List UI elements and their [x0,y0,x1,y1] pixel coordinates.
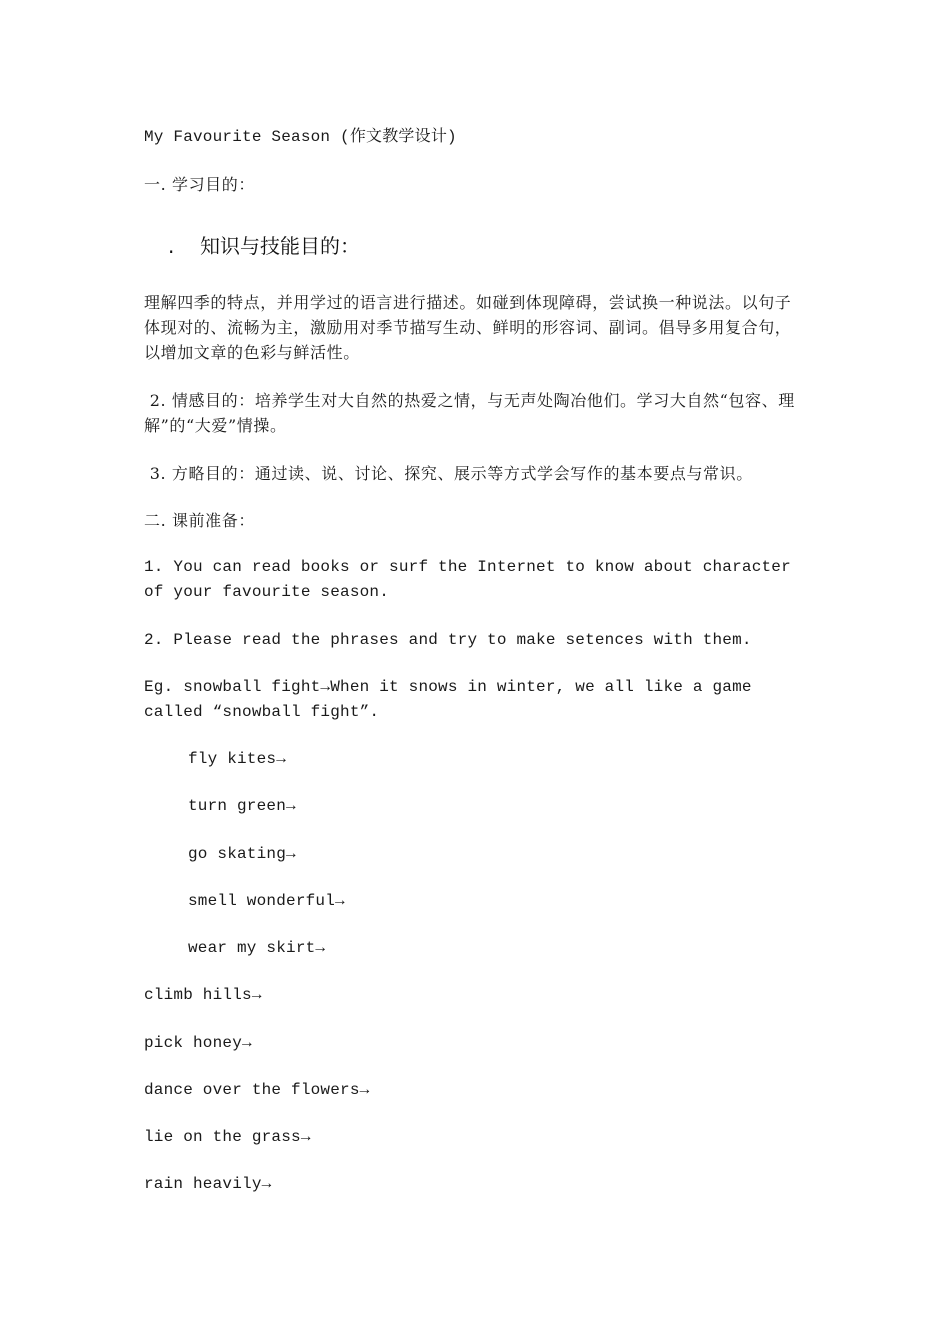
sub-heading-text: 知识与技能目的： [200,234,360,258]
phrase-item: lie on the grass→ [144,1128,311,1146]
phrase-item: dance over the flowers→ [144,1081,370,1099]
sub-heading-knowledge-skills [168,232,360,260]
document-title: My Favourite Season (作文教学设计) [144,128,457,146]
preparation-item-2: 2. Please read the phrases and try to make setences with them. [144,631,752,649]
preparation-item-1: 1. You can read books or surf the Internet to know about character of your favourite season. [144,558,801,601]
phrase-item: wear my skirt→ [188,939,326,957]
paragraph-emotion-goal: 2. 情感目的：培养学生对大自然的热爱之情，与无声处陶冶他们。学习大自然“包容、理解”的“大爱”情操。 [144,391,795,435]
phrase-item: turn green→ [188,797,296,815]
phrase-item: go skating→ [188,845,296,863]
phrase-item: pick honey→ [144,1034,252,1052]
phrase-item: climb hills→ [144,986,262,1004]
section-heading-goals: 一. 学习目的： [144,175,255,194]
phrase-item: rain heavily→ [144,1175,272,1193]
section-heading-preparation: 二. 课前准备： [144,511,255,530]
phrase-item: fly kites→ [188,750,287,768]
sub-heading-bullet: . [168,234,175,258]
phrase-item: smell wonderful→ [188,892,345,910]
example-sentence: Eg. snowball fight→When it snows in winter, we all like a game called “snowball fight”. [144,678,762,721]
paragraph-knowledge-goal: 理解四季的特点，并用学过的语言进行描述。如碰到体现障碍，尝试换一种说法。以句子体现对的、流畅为主，激励用对季节描写生动、鲜明的形容词、副词。倡导多用复合句，以增加文章的色彩与鲜活性。 [144,293,792,362]
paragraph-strategy-goal: 3. 方略目的：通过读、说、讨论、探究、展示等方式学会写作的基本要点与常识。 [144,464,753,483]
